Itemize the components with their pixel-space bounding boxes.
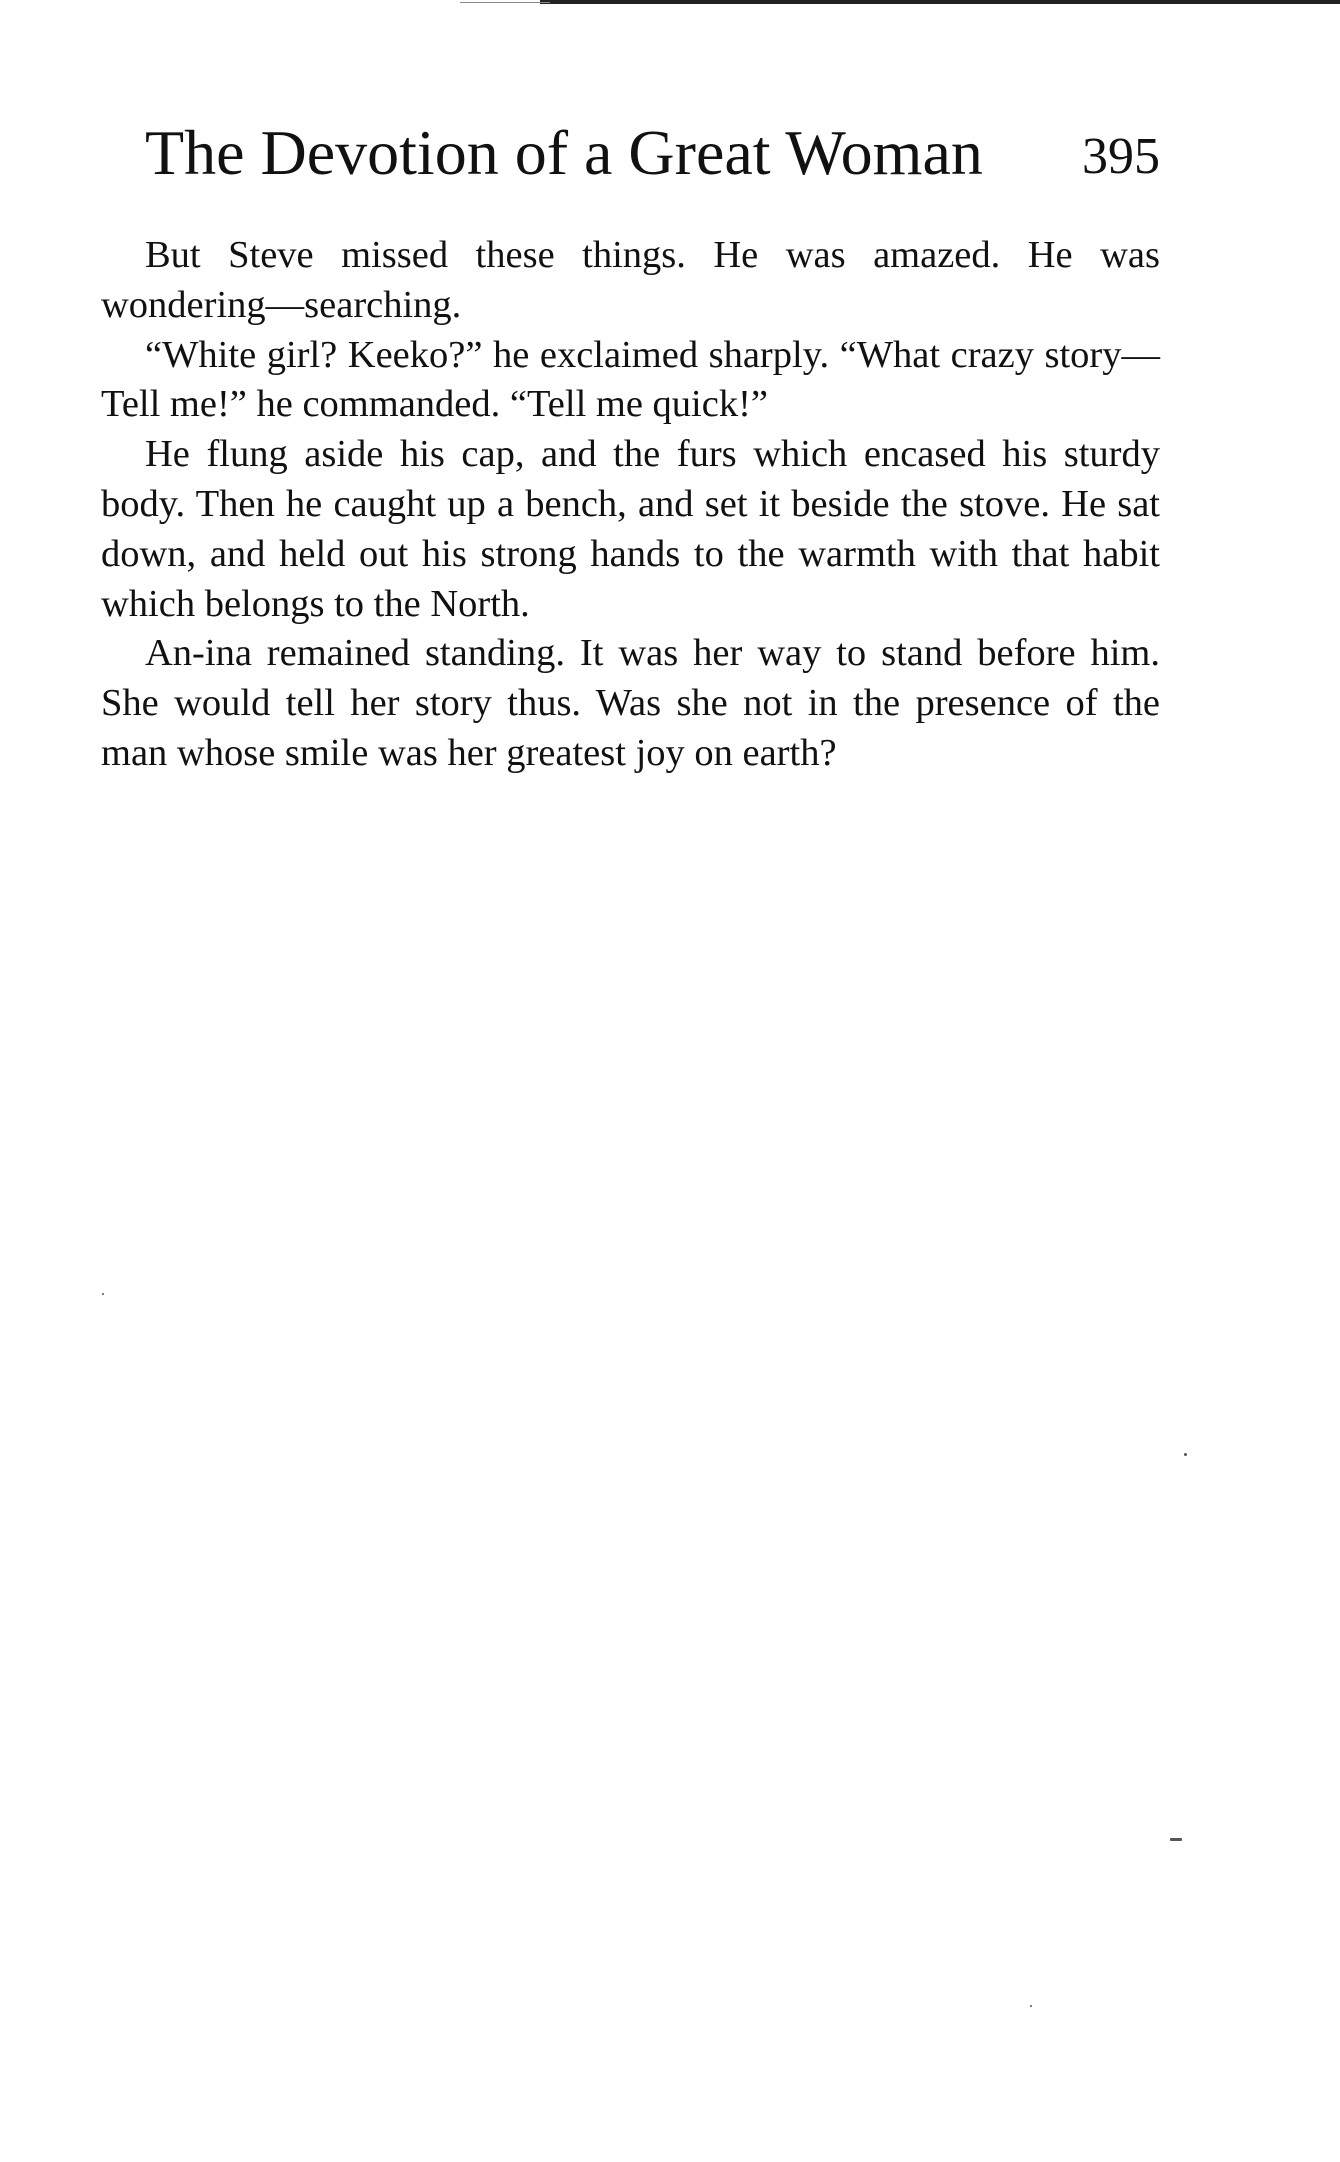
- paragraph-1: But Steve missed these things. He was amazed. He was wondering—searching.: [101, 234, 1160, 326]
- body-text: [101, 231, 1160, 779]
- paragraph-3: He flung aside his cap, and the furs which encased his sturdy body. Then he caught up a bench, and set it beside the stove. He sat down, and held out his strong hands to the warmth with that habit which belongs to the North.: [101, 433, 1160, 625]
- top-edge-rule: [540, 0, 1340, 4]
- paper-speck: [1184, 1453, 1187, 1456]
- paragraph-4: An-ina remained standing. It was her way to stand before him. She would tell her story thus. Was she not in the presence of the man whose smile was her greatest joy on earth?: [101, 632, 1160, 774]
- running-head: [145, 118, 1160, 188]
- running-head-title: The Devotion of a Great Woman: [145, 117, 983, 188]
- paper-speck: [1030, 2005, 1032, 2007]
- paragraph-2: “White girl? Keeko?” he exclaimed sharply. “What crazy story— Tell me!” he commanded. “Tell me quick!”: [101, 333, 1160, 426]
- page-number: 395: [1082, 128, 1160, 185]
- paper-speck: [102, 1293, 104, 1295]
- paper-speck: [1170, 1838, 1182, 1841]
- top-edge-rule-thin: [460, 2, 550, 3]
